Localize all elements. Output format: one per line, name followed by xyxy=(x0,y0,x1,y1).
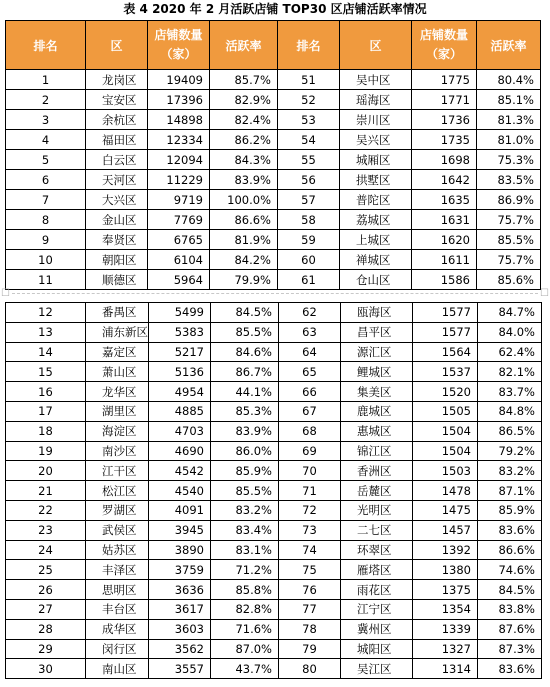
active-rate-cell: 84.8% xyxy=(478,401,542,421)
active-rate-cell: 83.1% xyxy=(211,540,279,560)
table-row xyxy=(6,110,541,130)
rank-cell: 58 xyxy=(278,210,340,230)
district-cell: 龙华区 xyxy=(86,382,149,402)
rank-cell: 4 xyxy=(6,130,86,150)
header-rate-right: 活跃率 xyxy=(477,21,541,70)
district-cell: 海淀区 xyxy=(86,421,149,441)
store-count-cell: 1505 xyxy=(413,401,478,421)
store-count-cell: 4091 xyxy=(149,500,211,520)
store-count-cell: 4540 xyxy=(149,481,211,501)
store-count-cell: 1520 xyxy=(413,382,478,402)
header-stores-label: 店铺数量 xyxy=(154,28,203,42)
district-cell: 宝安区 xyxy=(86,90,148,110)
store-count-cell: 1457 xyxy=(413,520,478,540)
page-break-line xyxy=(12,293,538,294)
rank-cell: 1 xyxy=(6,70,86,90)
active-rate-cell: 83.7% xyxy=(478,382,542,402)
rank-cell: 10 xyxy=(6,250,86,270)
store-count-cell: 4542 xyxy=(149,461,211,481)
district-cell: 雁塔区 xyxy=(341,560,413,580)
rank-cell: 11 xyxy=(6,270,86,290)
store-count-cell: 11229 xyxy=(148,170,210,190)
district-cell: 南沙区 xyxy=(86,441,149,461)
active-rate-cell: 81.9% xyxy=(210,230,278,250)
active-rate-cell: 85.5% xyxy=(211,481,279,501)
district-cell: 雨花区 xyxy=(341,580,413,600)
district-cell: 二七区 xyxy=(341,520,413,540)
active-rate-cell: 84.5% xyxy=(211,303,279,323)
active-rate-cell: 86.7% xyxy=(211,362,279,382)
district-cell: 朝阳区 xyxy=(86,250,148,270)
store-count-cell: 19409 xyxy=(148,70,210,90)
store-count-cell: 1504 xyxy=(413,441,478,461)
district-cell: 环翠区 xyxy=(341,540,413,560)
rank-cell: 73 xyxy=(279,520,341,540)
district-cell: 瑶海区 xyxy=(340,90,412,110)
rank-cell: 56 xyxy=(278,170,340,190)
rank-cell: 53 xyxy=(278,110,340,130)
active-rate-cell: 81.3% xyxy=(477,110,541,130)
rank-cell: 71 xyxy=(279,481,341,501)
rank-cell: 72 xyxy=(279,500,341,520)
rank-cell: 2 xyxy=(6,90,86,110)
district-cell: 顺德区 xyxy=(86,270,148,290)
district-cell: 大兴区 xyxy=(86,190,148,210)
store-count-cell: 17396 xyxy=(148,90,210,110)
district-cell: 禅城区 xyxy=(340,250,412,270)
rank-cell: 14 xyxy=(6,342,86,362)
rank-cell: 7 xyxy=(6,190,86,210)
store-count-cell: 1392 xyxy=(413,540,478,560)
store-count-cell: 3759 xyxy=(149,560,211,580)
header-rank-left: 排名 xyxy=(6,21,86,70)
table-row xyxy=(6,130,541,150)
rank-cell: 61 xyxy=(278,270,340,290)
active-rate-cell: 82.9% xyxy=(210,90,278,110)
rank-cell: 65 xyxy=(279,362,341,382)
active-rate-cell: 84.2% xyxy=(210,250,278,270)
page-break-marker-left: ☐ xyxy=(1,288,10,299)
active-rate-cell: 85.3% xyxy=(211,401,279,421)
rank-cell: 77 xyxy=(279,599,341,619)
page-break-marker-right: ☐ xyxy=(540,288,549,299)
rank-cell: 80 xyxy=(279,659,341,679)
active-rate-cell: 85.7% xyxy=(210,70,278,90)
store-count-cell: 5499 xyxy=(149,303,211,323)
district-cell: 白云区 xyxy=(86,150,148,170)
store-count-cell: 3636 xyxy=(149,580,211,600)
district-cell: 奉贤区 xyxy=(86,230,148,250)
store-count-cell: 1775 xyxy=(412,70,477,90)
store-count-cell: 5964 xyxy=(148,270,210,290)
active-rate-cell: 79.9% xyxy=(210,270,278,290)
header-stores-unit: （家） xyxy=(425,47,462,61)
district-cell: 仓山区 xyxy=(340,270,412,290)
active-rate-cell: 80.4% xyxy=(477,70,541,90)
active-rate-cell: 87.6% xyxy=(478,619,542,639)
store-count-cell: 1327 xyxy=(413,639,478,659)
district-cell: 崇川区 xyxy=(340,110,412,130)
district-cell: 成华区 xyxy=(86,619,149,639)
store-count-cell: 1771 xyxy=(412,90,477,110)
district-cell: 浦东新区 xyxy=(86,322,149,342)
header-district-right: 区 xyxy=(340,21,412,70)
district-cell: 武侯区 xyxy=(86,520,149,540)
district-cell: 吴江区 xyxy=(341,659,413,679)
header-stores-unit: （家） xyxy=(160,47,197,61)
table-row xyxy=(6,540,542,560)
store-count-cell: 1736 xyxy=(412,110,477,130)
store-count-cell: 1354 xyxy=(413,599,478,619)
active-rate-cell: 86.6% xyxy=(478,540,542,560)
district-cell: 番禺区 xyxy=(86,303,149,323)
store-count-cell: 1380 xyxy=(413,560,478,580)
district-cell: 城阳区 xyxy=(341,639,413,659)
active-rate-cell: 74.6% xyxy=(478,560,542,580)
table-row xyxy=(6,481,542,501)
district-cell: 光明区 xyxy=(341,500,413,520)
store-count-cell: 1577 xyxy=(413,322,478,342)
rank-cell: 20 xyxy=(6,461,86,481)
table-row xyxy=(6,362,542,382)
store-count-cell: 1586 xyxy=(412,270,477,290)
active-rate-cell: 87.1% xyxy=(478,481,542,501)
rank-cell: 64 xyxy=(279,342,341,362)
district-cell: 丰台区 xyxy=(86,599,149,619)
district-cell: 姑苏区 xyxy=(86,540,149,560)
store-count-cell: 1577 xyxy=(413,303,478,323)
district-cell: 闵行区 xyxy=(86,639,149,659)
rank-cell: 3 xyxy=(6,110,86,130)
store-count-cell: 4885 xyxy=(149,401,211,421)
store-count-cell: 1564 xyxy=(413,342,478,362)
active-rate-cell: 84.3% xyxy=(210,150,278,170)
rank-cell: 76 xyxy=(279,580,341,600)
table-row xyxy=(6,342,542,362)
district-cell: 惠城区 xyxy=(341,421,413,441)
district-cell: 吴兴区 xyxy=(340,130,412,150)
rank-cell: 5 xyxy=(6,150,86,170)
rank-cell: 13 xyxy=(6,322,86,342)
header-stores-left xyxy=(148,21,210,70)
rank-cell: 79 xyxy=(279,639,341,659)
district-cell: 集美区 xyxy=(341,382,413,402)
rank-cell: 51 xyxy=(278,70,340,90)
district-cell: 城厢区 xyxy=(340,150,412,170)
active-rate-cell: 85.6% xyxy=(477,270,541,290)
active-rate-cell: 81.0% xyxy=(477,130,541,150)
district-cell: 江干区 xyxy=(86,461,149,481)
table-row xyxy=(6,441,542,461)
table-row xyxy=(6,170,541,190)
active-rate-cell: 83.8% xyxy=(478,599,542,619)
active-rate-cell: 75.7% xyxy=(477,210,541,230)
table-row xyxy=(6,190,541,210)
district-cell: 罗湖区 xyxy=(86,500,149,520)
store-count-cell: 1314 xyxy=(413,659,478,679)
district-cell: 湖里区 xyxy=(86,401,149,421)
active-rate-cell: 86.6% xyxy=(210,210,278,230)
rank-cell: 17 xyxy=(6,401,86,421)
store-count-cell: 1698 xyxy=(412,150,477,170)
table-row xyxy=(6,560,542,580)
rank-cell: 66 xyxy=(279,382,341,402)
store-count-cell: 4954 xyxy=(149,382,211,402)
table-row xyxy=(6,599,542,619)
table-row xyxy=(6,401,542,421)
table-row xyxy=(6,90,541,110)
table-row xyxy=(6,461,542,481)
rank-cell: 24 xyxy=(6,540,86,560)
store-count-cell: 3945 xyxy=(149,520,211,540)
active-rate-cell: 75.3% xyxy=(477,150,541,170)
active-rate-cell: 83.6% xyxy=(478,659,542,679)
store-count-cell: 3617 xyxy=(149,599,211,619)
active-rate-cell: 85.1% xyxy=(477,90,541,110)
rank-cell: 26 xyxy=(6,580,86,600)
active-rate-cell: 83.2% xyxy=(478,461,542,481)
active-rate-cell: 85.8% xyxy=(211,580,279,600)
store-count-cell: 1503 xyxy=(413,461,478,481)
rank-cell: 18 xyxy=(6,421,86,441)
rank-cell: 6 xyxy=(6,170,86,190)
store-count-cell: 4690 xyxy=(149,441,211,461)
active-rate-cell: 85.5% xyxy=(477,230,541,250)
store-count-cell: 1635 xyxy=(412,190,477,210)
header-stores-label: 店铺数量 xyxy=(419,28,468,42)
header-rank-right: 排名 xyxy=(278,21,340,70)
active-rate-cell: 83.2% xyxy=(211,500,279,520)
rank-cell: 28 xyxy=(6,619,86,639)
district-cell: 岳麓区 xyxy=(341,481,413,501)
rank-cell: 22 xyxy=(6,500,86,520)
active-rate-cell: 84.0% xyxy=(478,322,542,342)
table-row xyxy=(6,250,541,270)
active-rate-cell: 83.6% xyxy=(478,520,542,540)
district-cell: 余杭区 xyxy=(86,110,148,130)
rank-cell: 60 xyxy=(278,250,340,270)
district-cell: 锦江区 xyxy=(341,441,413,461)
district-cell: 香洲区 xyxy=(341,461,413,481)
table-row xyxy=(6,421,542,441)
district-cell: 昌平区 xyxy=(341,322,413,342)
table-row xyxy=(6,303,542,323)
table-row xyxy=(6,619,542,639)
active-rate-cell: 86.9% xyxy=(477,190,541,210)
table-row xyxy=(6,520,542,540)
table-title: 表 4 2020 年 2 月活跃店铺 TOP30 区店铺活跃率情况 xyxy=(123,2,427,16)
rank-cell: 23 xyxy=(6,520,86,540)
district-cell: 松江区 xyxy=(86,481,149,501)
district-cell: 鹿城区 xyxy=(341,401,413,421)
active-rate-cell: 43.7% xyxy=(211,659,279,679)
rank-cell: 25 xyxy=(6,560,86,580)
rank-cell: 15 xyxy=(6,362,86,382)
active-rate-cell: 85.9% xyxy=(478,500,542,520)
store-count-cell: 9719 xyxy=(148,190,210,210)
table-row xyxy=(6,500,542,520)
store-count-cell: 1339 xyxy=(413,619,478,639)
district-cell: 荔城区 xyxy=(340,210,412,230)
store-count-cell: 12094 xyxy=(148,150,210,170)
rank-cell: 27 xyxy=(6,599,86,619)
store-count-cell: 1611 xyxy=(412,250,477,270)
rank-cell: 67 xyxy=(279,401,341,421)
store-activity-table-part2 xyxy=(5,302,542,679)
active-rate-cell: 84.5% xyxy=(478,580,542,600)
active-rate-cell: 71.6% xyxy=(211,619,279,639)
active-rate-cell: 87.3% xyxy=(478,639,542,659)
table-row xyxy=(6,580,542,600)
active-rate-cell: 83.9% xyxy=(211,421,279,441)
district-cell: 江宁区 xyxy=(341,599,413,619)
rank-cell: 19 xyxy=(6,441,86,461)
rank-cell: 57 xyxy=(278,190,340,210)
store-count-cell: 1478 xyxy=(413,481,478,501)
rank-cell: 68 xyxy=(279,421,341,441)
store-count-cell: 1631 xyxy=(412,210,477,230)
store-count-cell: 1537 xyxy=(413,362,478,382)
active-rate-cell: 62.4% xyxy=(478,342,542,362)
active-rate-cell: 85.9% xyxy=(211,461,279,481)
active-rate-cell: 83.4% xyxy=(211,520,279,540)
table-row xyxy=(6,230,541,250)
store-count-cell: 1375 xyxy=(413,580,478,600)
active-rate-cell: 71.2% xyxy=(211,560,279,580)
active-rate-cell: 87.0% xyxy=(211,639,279,659)
header-stores-right xyxy=(412,21,477,70)
active-rate-cell: 82.4% xyxy=(210,110,278,130)
active-rate-cell: 44.1% xyxy=(211,382,279,402)
store-count-cell: 12334 xyxy=(148,130,210,150)
store-count-cell: 1504 xyxy=(413,421,478,441)
active-rate-cell: 86.0% xyxy=(211,441,279,461)
district-cell: 冀州区 xyxy=(341,619,413,639)
active-rate-cell: 82.1% xyxy=(478,362,542,382)
store-count-cell: 6104 xyxy=(148,250,210,270)
store-count-cell: 6765 xyxy=(148,230,210,250)
district-cell: 吴中区 xyxy=(340,70,412,90)
rank-cell: 75 xyxy=(279,560,341,580)
rank-cell: 8 xyxy=(6,210,86,230)
active-rate-cell: 85.5% xyxy=(211,322,279,342)
store-activity-table-part1 xyxy=(5,20,541,290)
store-count-cell: 3562 xyxy=(149,639,211,659)
rank-cell: 59 xyxy=(278,230,340,250)
active-rate-cell: 84.7% xyxy=(478,303,542,323)
rank-cell: 52 xyxy=(278,90,340,110)
store-count-cell: 3890 xyxy=(149,540,211,560)
active-rate-cell: 83.9% xyxy=(210,170,278,190)
store-count-cell: 7769 xyxy=(148,210,210,230)
district-cell: 天河区 xyxy=(86,170,148,190)
active-rate-cell: 79.2% xyxy=(478,441,542,461)
rank-cell: 30 xyxy=(6,659,86,679)
rank-cell: 29 xyxy=(6,639,86,659)
store-count-cell: 1642 xyxy=(412,170,477,190)
district-cell: 丰泽区 xyxy=(86,560,149,580)
table-row xyxy=(6,322,542,342)
store-count-cell: 3603 xyxy=(149,619,211,639)
rank-cell: 12 xyxy=(6,303,86,323)
district-cell: 思明区 xyxy=(86,580,149,600)
district-cell: 瓯海区 xyxy=(341,303,413,323)
table-row xyxy=(6,150,541,170)
district-cell: 拱墅区 xyxy=(340,170,412,190)
store-count-cell: 14898 xyxy=(148,110,210,130)
store-count-cell: 5383 xyxy=(149,322,211,342)
district-cell: 普陀区 xyxy=(340,190,412,210)
rank-cell: 16 xyxy=(6,382,86,402)
store-count-cell: 3557 xyxy=(149,659,211,679)
active-rate-cell: 82.8% xyxy=(211,599,279,619)
active-rate-cell: 86.2% xyxy=(210,130,278,150)
header-rate-left: 活跃率 xyxy=(210,21,278,70)
rank-cell: 70 xyxy=(279,461,341,481)
district-cell: 萧山区 xyxy=(86,362,149,382)
rank-cell: 63 xyxy=(279,322,341,342)
rank-cell: 55 xyxy=(278,150,340,170)
district-cell: 源汇区 xyxy=(341,342,413,362)
store-count-cell: 1620 xyxy=(412,230,477,250)
table-row xyxy=(6,659,542,679)
active-rate-cell: 83.5% xyxy=(477,170,541,190)
rank-cell: 21 xyxy=(6,481,86,501)
district-cell: 嘉定区 xyxy=(86,342,149,362)
active-rate-cell: 84.6% xyxy=(211,342,279,362)
table-row xyxy=(6,210,541,230)
header-district-left: 区 xyxy=(86,21,148,70)
store-count-cell: 4703 xyxy=(149,421,211,441)
district-cell: 福田区 xyxy=(86,130,148,150)
district-cell: 金山区 xyxy=(86,210,148,230)
store-count-cell: 1735 xyxy=(412,130,477,150)
rank-cell: 74 xyxy=(279,540,341,560)
store-count-cell: 1475 xyxy=(413,500,478,520)
active-rate-cell: 75.7% xyxy=(477,250,541,270)
district-cell: 上城区 xyxy=(340,230,412,250)
page-break xyxy=(0,287,550,301)
table-row xyxy=(6,382,542,402)
district-cell: 鲤城区 xyxy=(341,362,413,382)
rank-cell: 9 xyxy=(6,230,86,250)
table-row xyxy=(6,639,542,659)
active-rate-cell: 86.5% xyxy=(478,421,542,441)
store-count-cell: 5136 xyxy=(149,362,211,382)
rank-cell: 54 xyxy=(278,130,340,150)
rank-cell: 78 xyxy=(279,619,341,639)
table-row xyxy=(6,70,541,90)
rank-cell: 69 xyxy=(279,441,341,461)
district-cell: 南山区 xyxy=(86,659,149,679)
active-rate-cell: 100.0% xyxy=(210,190,278,210)
district-cell: 龙岗区 xyxy=(86,70,148,90)
store-count-cell: 5217 xyxy=(149,342,211,362)
rank-cell: 62 xyxy=(279,303,341,323)
